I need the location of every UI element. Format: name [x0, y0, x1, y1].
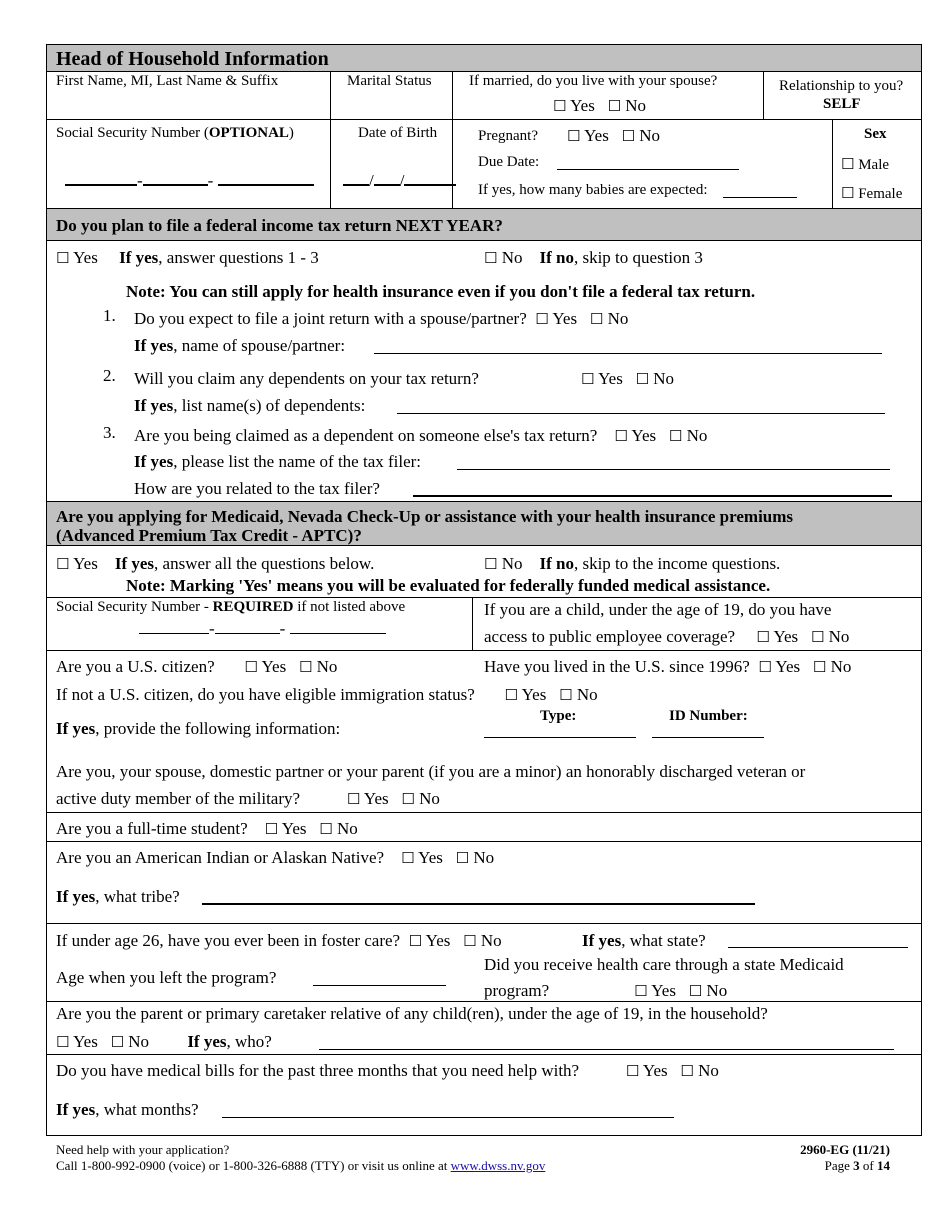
tax-filer-relation-field[interactable] [413, 495, 892, 497]
section-header-medicaid [47, 501, 921, 546]
foster-state-field[interactable] [728, 947, 908, 948]
checkbox-female: ☐ [841, 184, 855, 202]
form-number: 2960-EG (11/21) [800, 1142, 890, 1157]
ssn-required-field[interactable]: - - [139, 620, 386, 637]
checkbox-yes[interactable]: ☐ [346, 790, 361, 808]
immigration-id-field[interactable] [652, 737, 764, 738]
checkbox-yes[interactable]: ☐ [553, 97, 567, 115]
tribe-q: If yes, what tribe? [56, 887, 180, 906]
tax-title: Do you plan to file a federal income tax return NEXT YEAR? [56, 216, 503, 235]
checkbox-no[interactable]: ☐ [635, 370, 650, 388]
dob-field[interactable]: / / [343, 172, 456, 189]
pregnant-label: Pregnant? [478, 128, 538, 144]
immigration-type-field[interactable] [484, 737, 636, 738]
veteran-q2: active duty member of the military? ☐ Yes ☐ No [56, 789, 440, 808]
sex-label: Sex [864, 126, 887, 142]
age-left-field[interactable] [313, 985, 446, 986]
provide-info: If yes, provide the following information: [56, 719, 341, 738]
checkbox-no[interactable]: ☐ [484, 249, 498, 267]
relationship-label: Relationship to you? [779, 78, 904, 94]
checkbox-no[interactable]: ☐ [463, 932, 477, 950]
checkbox-no[interactable]: ☐ [688, 982, 703, 1000]
q2-follow: If yes, list name(s) of dependents: [134, 396, 366, 415]
child-coverage-q1: If you are a child, under the age of 19, do you have [484, 600, 832, 619]
citizen-q: Are you a U.S. citizen? ☐ Yes ☐ No [56, 657, 338, 676]
checkbox-yes[interactable]: ☐ [264, 820, 279, 838]
immigration-q: If not a U.S. citizen, do you have eligible immigration status? ☐ Yes ☐ No [56, 685, 598, 704]
q3-text: Are you being claimed as a dependent on someone else's tax return? ☐ Yes ☐ No [134, 426, 708, 445]
checkbox-yes[interactable]: ☐ [614, 427, 628, 445]
section-header-tax [47, 208, 921, 241]
checkbox-no[interactable]: ☐ [812, 658, 827, 676]
sex-male-option[interactable]: ☐ Male [841, 155, 890, 173]
id-number-label: ID Number: [669, 708, 748, 724]
caretaker-q: Are you the parent or primary caretaker relative of any child(ren), under the age of 19, in the household? [56, 1004, 768, 1023]
due-date-field[interactable] [557, 169, 739, 170]
since-1996-q: Have you lived in the U.S. since 1996? ☐ Yes ☐ No [484, 657, 852, 676]
application-form [46, 44, 922, 1136]
medicaid-title-1: Are you applying for Medicaid, Nevada Check-Up or assistance with your health insurance premiums [56, 507, 794, 526]
ssn-required-label: Social Security Number - REQUIRED if not listed above [56, 599, 406, 615]
q2-number: 2. [103, 366, 116, 385]
ssn-optional-label: Social Security Number (OPTIONAL) [56, 125, 294, 141]
no-label: No [625, 96, 647, 115]
live-with-spouse-options [553, 97, 646, 114]
checkbox-yes[interactable]: ☐ [567, 127, 581, 145]
months-field[interactable] [222, 1117, 674, 1118]
caretaker-who-field[interactable] [319, 1049, 894, 1050]
dob-label: Date of Birth [358, 125, 438, 141]
months-q: If yes, what months? [56, 1100, 199, 1119]
medicaid-title-2: (Advanced Premium Tax Credit - APTC)? [56, 526, 362, 545]
checkbox-no[interactable]: ☐ [621, 127, 636, 145]
name-label: First Name, MI, Last Name & Suffix [56, 73, 279, 89]
marital-status-label: Marital Status [347, 73, 432, 89]
foster-state-q: If yes, what state? [582, 931, 706, 950]
checkbox-yes[interactable]: ☐ [401, 849, 415, 867]
checkbox-no[interactable]: ☐ [810, 628, 825, 646]
checkbox-male: ☐ [841, 155, 855, 173]
tax-filer-name-field[interactable] [457, 469, 890, 470]
q3-number: 3. [103, 423, 116, 442]
due-date-label: Due Date: [478, 154, 540, 170]
state-medicaid-q2: program? ☐ Yes ☐ No [484, 981, 728, 1000]
age-left-q: Age when you left the program? [56, 968, 277, 987]
relationship-value: SELF [823, 96, 861, 112]
section-header-household [47, 45, 921, 71]
student-q: Are you a full-time student? ☐ Yes ☐ No [56, 819, 358, 838]
babies-field[interactable] [723, 197, 797, 198]
checkbox-no[interactable]: ☐ [484, 555, 498, 573]
q3-follow: If yes, please list the name of the tax filer: [134, 452, 422, 471]
checkbox-yes[interactable]: ☐ [408, 932, 423, 950]
checkbox-no[interactable]: ☐ [589, 310, 604, 328]
q2-options: ☐ Yes ☐ No [581, 369, 675, 388]
checkbox-yes[interactable]: ☐ [756, 628, 770, 646]
tax-note: Note: You can still apply for health insurance even if you don't file a federal tax return. [126, 282, 756, 301]
tax-file-no-option: ☐ No If no, skip to question 3 [484, 248, 703, 267]
checkbox-no[interactable]: ☐ [607, 97, 622, 115]
checkbox-yes[interactable]: ☐ [56, 1033, 70, 1051]
dependents-field[interactable] [397, 413, 885, 414]
website-link[interactable]: www.dwss.nv.gov [450, 1158, 546, 1173]
checkbox-no[interactable]: ☐ [319, 820, 333, 838]
medicaid-yes-option: ☐ Yes If yes, answer all the questions below. [56, 554, 375, 573]
checkbox-yes[interactable]: ☐ [581, 370, 595, 388]
checkbox-no[interactable]: ☐ [401, 790, 415, 808]
medical-bills-q: Do you have medical bills for the past three months that you need help with? ☐ Yes ☐ No [56, 1061, 719, 1080]
native-q: Are you an American Indian or Alaskan Native? ☐ Yes ☐ No [56, 848, 495, 867]
checkbox-no[interactable]: ☐ [298, 658, 313, 676]
checkbox-yes[interactable]: ☐ [504, 686, 518, 704]
type-label: Type: [540, 708, 577, 724]
q1-number: 1. [103, 306, 116, 325]
checkbox-no[interactable]: ☐ [668, 427, 683, 445]
ssn-field[interactable]: - - [65, 172, 314, 189]
foster-q: If under age 26, have you ever been in foster care? ☐ Yes ☐ No [56, 931, 502, 950]
checkbox-no[interactable]: ☐ [455, 849, 470, 867]
section-title: Head of Household Information [56, 48, 329, 70]
tax-file-options: ☐ Yes If yes, answer questions 1 - 3 [56, 248, 319, 267]
q1-follow: If yes, name of spouse/partner: [134, 336, 346, 355]
q1-text: Do you expect to file a joint return with a spouse/partner? ☐ Yes ☐ No [134, 309, 629, 328]
help-text: Need help with your application? [56, 1142, 230, 1157]
yes-label: Yes [570, 96, 595, 115]
page-number: Page 3 of 14 [824, 1158, 890, 1173]
checkbox-yes[interactable]: ☐ [244, 658, 258, 676]
checkbox-yes[interactable]: ☐ [56, 249, 70, 267]
q2-text: Will you claim any dependents on your tax return? [134, 369, 479, 388]
footer-form-info [760, 1142, 890, 1174]
live-with-spouse-label: If married, do you live with your spouse? [469, 73, 718, 89]
state-medicaid-q1: Did you receive health care through a state Medicaid [484, 955, 844, 974]
pregnant-options: ☐ Yes ☐ No [567, 126, 661, 145]
caretaker-options: ☐ Yes ☐ No If yes, who? [56, 1032, 272, 1051]
spouse-name-field[interactable] [374, 353, 882, 354]
checkbox-yes[interactable]: ☐ [625, 1062, 640, 1080]
checkbox-yes[interactable]: ☐ [535, 310, 549, 328]
contact-text: Call 1-800-992-0900 (voice) or 1-800-326-6888 (TTY) or visit us online at www.dwss.nv.gov [56, 1158, 546, 1173]
child-coverage-q2: access to public employee coverage? ☐ Yes ☐ No [484, 627, 850, 646]
footer-help [56, 1142, 545, 1174]
checkbox-no[interactable]: ☐ [559, 686, 573, 704]
checkbox-yes[interactable]: ☐ [634, 982, 648, 1000]
q3-related: How are you related to the tax filer? [134, 479, 380, 498]
checkbox-no[interactable]: ☐ [680, 1062, 694, 1080]
checkbox-yes[interactable]: ☐ [758, 658, 772, 676]
medicaid-note: Note: Marking 'Yes' means you will be evaluated for federally funded medical assistance. [126, 576, 771, 595]
checkbox-no[interactable]: ☐ [110, 1033, 125, 1051]
medicaid-no-option: ☐ No If no, skip to the income questions. [484, 554, 781, 573]
checkbox-yes[interactable]: ☐ [56, 555, 70, 573]
babies-label: If yes, how many babies are expected: [478, 182, 708, 198]
sex-female-option[interactable]: ☐ Female [841, 184, 903, 202]
veteran-q1: Are you, your spouse, domestic partner or your parent (if you are a minor) an honorably discharged veteran or [56, 762, 806, 781]
tribe-field[interactable] [202, 903, 755, 905]
